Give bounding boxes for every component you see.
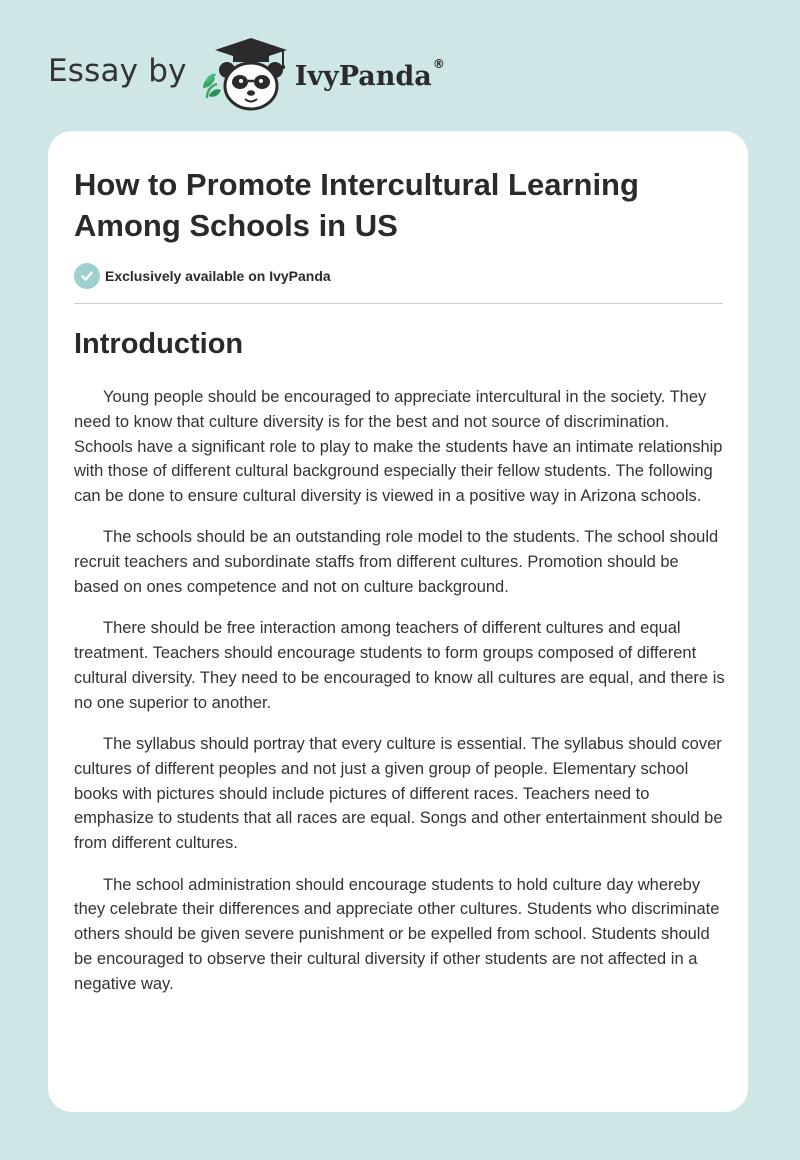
paragraph: There should be free interaction among teachers of different cultures and equal treatment. Teachers should encourage students to form groups composed of different cultural diversity. They need to be encouraged to know all cultures are equal, and there is no one superior to another. [74,619,725,712]
paragraph: Young people should be encouraged to appreciate intercultural in the society. They need to know that culture diversity is for the best and not source of discrimination. Schools have a significant role to play to make the students have an intimate relationship with those of different cultural background especially their fellow students. The following can be done to ensure cultural diversity is viewed in a positive way in Arizona schools. [74,388,723,506]
exclusive-badge [74,262,331,290]
essay-card [48,131,748,1112]
essay-by-label: Essay by [48,53,187,89]
ivypanda-logo-icon[interactable] [197,36,293,112]
divider [74,303,723,304]
check-icon [74,263,100,289]
registered-mark: ® [432,56,445,71]
exclusive-badge-text: Exclusively available on IvyPanda [105,268,331,284]
brand-name-text: IvyPanda [294,60,432,92]
paragraph: The schools should be an outstanding role model to the students. The school should recruit teachers and subordinate staffs from different cultures. Promotion should be based on ones competence and not on culture background. [74,528,719,597]
brand-name[interactable] [294,56,445,92]
paragraph: The school administration should encourage students to hold culture day whereby they celebrate their differences and appreciate other cultures. Students who discriminate others should be given severe punishment or be expelled from school. Students should be encouraged to observe their cultural diversity if other students are not affected in a negative way. [74,875,720,993]
essay-body [74,385,726,1013]
page-title: How to Promote Intercultural Learning Among Schools in US [74,167,639,243]
paragraph: The syllabus should portray that every culture is essential. The syllabus should cover cultures of different peoples and not just a given group of people. Elementary school books with pictures should include pictures of different races. Teachers need to emphasize to students that all races are equal. Songs and other entertainment should be from different cultures. [74,735,723,853]
site-header [48,36,445,112]
section-heading: Introduction [74,328,244,360]
